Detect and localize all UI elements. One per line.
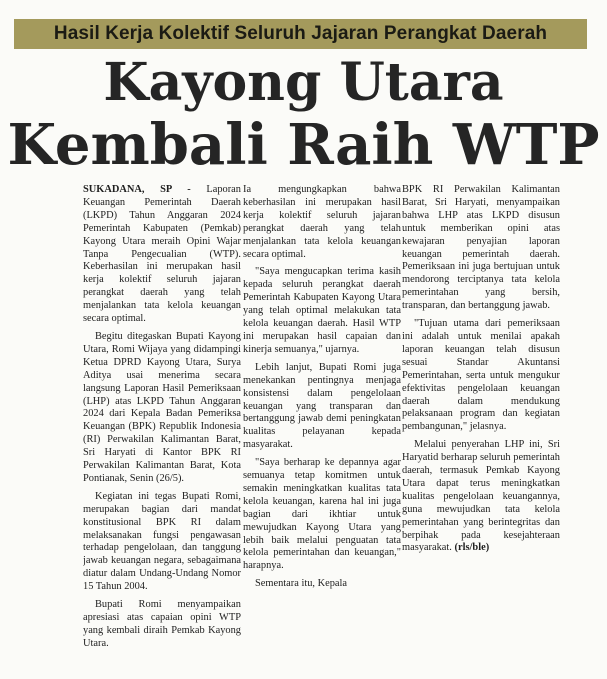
headline-line-1: Kayong Utara [103, 52, 504, 113]
article-paragraph: "Tujuan utama dari pemeriksaan ini adalah untuk menilai apakah laporan keuangan telah disusun sesuai Standar Akuntansi Pemerintahan, serta untuk mengukur efektivitas pengelolaan keuangan daerah dalam mendukung pelaksanaan program dan kegiatan pembangunan," jelasnya. [402, 318, 560, 433]
article-paragraph: "Saya berharap ke depannya agar semuanya tetap komitmen untuk semakin meningkatkan kualitas tata kelola keuangan, karena hal ini juga bagian dari ikhtiar untuk mewujudkan Kayong Utara yang lebih baik melalui penguatan tata kelola pemerintahan dan keuangan," harapnya. [243, 457, 401, 572]
article-column-1 [83, 184, 241, 676]
article-paragraph: BPK RI Perwakilan Kalimantan Barat, Sri Haryati, menyampaikan bahwa LHP atas LKPD disusun untuk memberikan opini atas kewajaran penyajian laporan keuangan pemerintah daerah. Pemeriksaan ini juga bertujuan untuk mendorong terciptanya tata kelola pemerintahan yang bersih, transparan, dan bertanggung jawab. [402, 184, 560, 312]
article-paragraph: Bupati Romi menyampaikan apresiasi atas capaian opini WTP yang kembali diraih Pemkab Kayong Utara. [83, 599, 241, 649]
kicker: Hasil Kerja Kolektif Seluruh Jajaran Perangkat Daerah [14, 19, 587, 49]
article-paragraph: Lebih lanjut, Bupati Romi juga menekankan pentingnya menjaga konsistensi dalam pengelolaan keuangan yang transparan dan bertanggung jawab demi peningkatan kualitas pelayanan kepada masyarakat. [243, 361, 401, 451]
headline-line-2: Kembali Raih WTP [7, 112, 600, 178]
article-paragraph: Sementara itu, Kepala [255, 578, 348, 590]
article-paragraph: Kegiatan ini tegas Bupati Romi, merupakan bagian dari mandat konstitusional BPK RI dalam melaksanakan fungsi pengawasan terhadap pengelolaan, dan tanggung jawab keuangan negara, sebagaimana diatur dalam Undang-Undang Nomor 15 Tahun 2004. [83, 490, 241, 593]
article-paragraph: Begitu ditegaskan Bupati Kayong Utara, Romi Wijaya yang didampingi Ketua DPRD Kayong Utara, Surya Aditya usai menerima secara langsung Laporan Hasil Pemeriksaan (LHP) atas LKPD Tahun Anggaran 2024 dari Kepala Badan Pemeriksa Keuangan (BPK) Republik Indonesia (RI) Perwakilan Kalimantan Barat, Sri Haryati di Kantor BPK RI Perwakilan Kalimantan Barat, Kota Pontianak, Senin (26/5). [83, 330, 241, 484]
article-signature: (rls/ble) [454, 542, 490, 554]
article-column-3 [402, 184, 560, 676]
dateline: SUKADANA, SP - [83, 184, 191, 195]
article-paragraph: Ia mengungkapkan bahwa keberhasilan ini merupakan hasil kerja kolektif seluruh jajaran perangkat daerah yang telah menjalankan tata kelola keuangan secara optimal. [243, 184, 401, 260]
article-paragraph: SUKADANA, SP - Laporan Keuangan Pemerintah Daerah (LKPD) Tahun Anggaran 2024 Pemerintah Kabupaten (Pemkab) Kayong Utara meraih Opini Wajar Tanpa Pengecualian (WTP). Keberhasilan ini merupakan hasil kerja kolektif seluruh jajaran perangkat daerah yang telah menjalankan tata kelola keuangan secara optimal. [83, 184, 241, 325]
article-paragraph: "Saya mengucapkan terima kasih kepada seluruh perangkat daerah Pemerintah Kabupaten Kayong Utara yang telah optimal melakukan tata kelola keuangan daerah. Hasil WTP ini merupakan hasil capaian dan kinerja semuanya," ujarnya. [243, 266, 401, 355]
article-column-2 [243, 184, 401, 676]
article-paragraph: Melalui penyerahan LHP ini, Sri Haryatid berharap seluruh pemerintah daerah, termasuk Pemkab Kayong Utara dapat terus meningkatkan kualitas pengelolaan keuangannya, guna mewujudkan tata kelola pemerintahan yang berintegritas dan berpihak pada kesejahteraan masyarakat. (rls/ble) [402, 439, 560, 554]
